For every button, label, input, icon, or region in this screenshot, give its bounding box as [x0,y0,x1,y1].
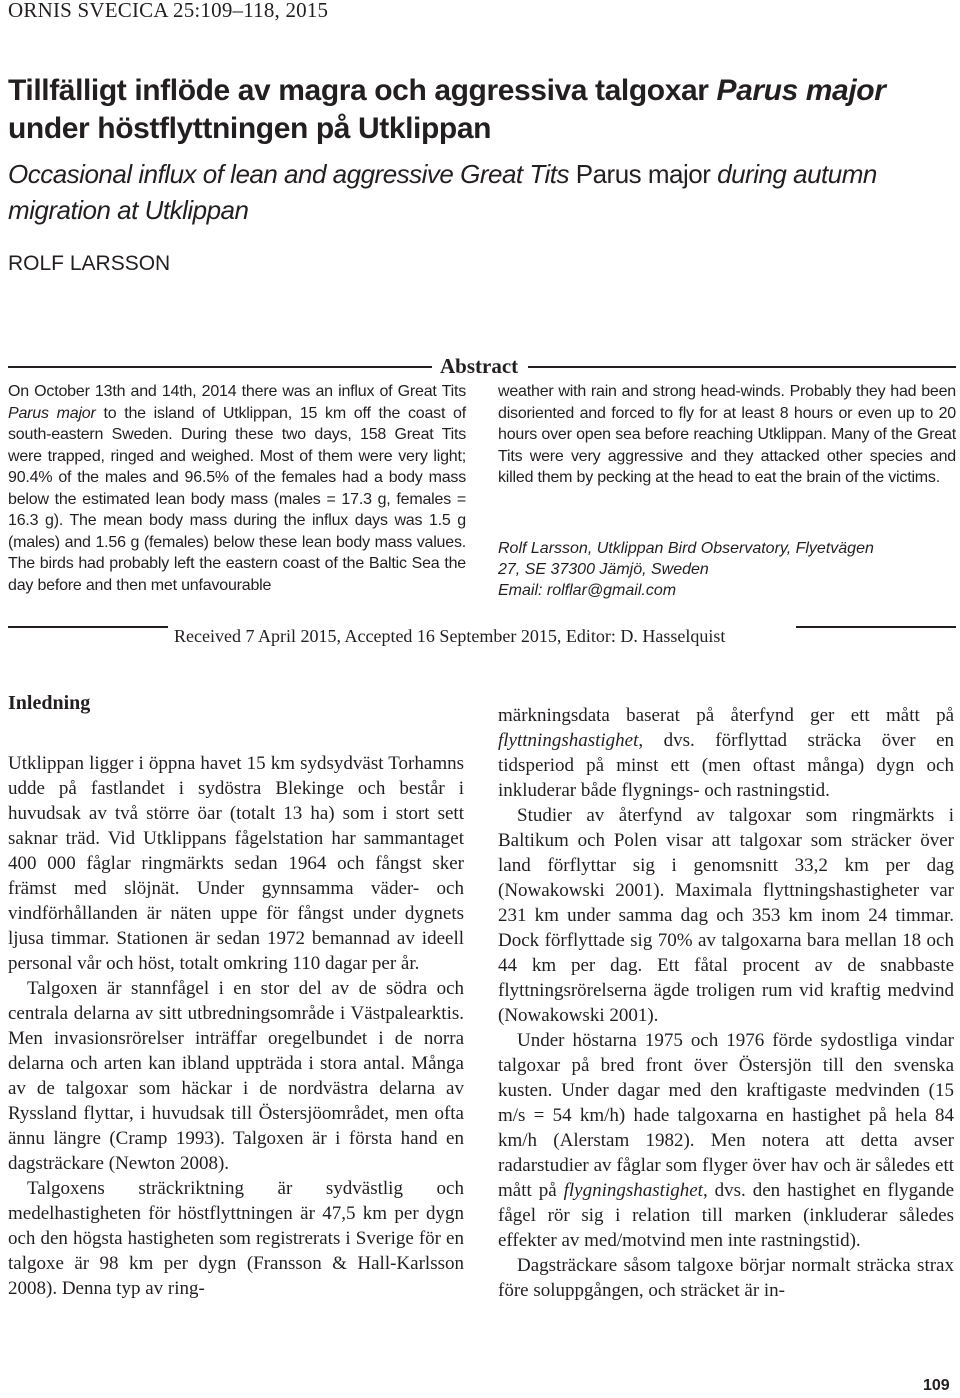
article-title [8,72,948,148]
paragraph: Talgoxen är stannfågel i en stor del av de södra och centrala delarna av sitt utbredningsområde i Västpalearktis. Men invasionsrörelser inträffar oregelbundet i de norra delarna och arten kan ibland uppträda i stora antal. Många av de talgoxar som häckar i de nordvästra delarna av Ryssland flyttar, i huvudsak till Östersjöområdet, men ofta ännu längre (Cramp 1993). Talgoxen är i första hand en dagsträckare (Newton 2008). [8,978,464,1174]
author-name: ROLF LARSSON [8,252,171,275]
received-rule-right [796,626,956,628]
title-latin-name: Parus major [716,74,886,107]
address-line-1: Rolf Larsson, Utklippan Bird Observatory, Flyetvägen [498,540,874,557]
body-column-right [498,703,954,1303]
paragraph-text: , dvs. den hastighet en flygande fågel rör sig i relation till marken (inkluderar således effekter av med/motvind men inte rastningstid). [498,1180,954,1251]
abstract-rule-left [8,366,432,368]
paragraph-text: , dvs. förflyttad sträcka över en tidsperiod på minst ett (men oftast många) dygn och inkluderar både flygnings- och rastningstid. [498,730,954,801]
subtitle-latin-name: Parus major [575,159,711,189]
abstract-column-right: weather with rain and strong head-winds. Probably they had been disoriented and forced to fly for at least 8 hours or even up to 20 hours over open sea before reaching Utklippan. Many of the Great Tits were very aggressive and they attacked other species and killed them by pecking at the head to eat the brain of the victims. [498,383,956,486]
paragraph [498,703,954,803]
paragraph: Dagsträckare såsom talgoxe börjar normalt sträcka strax före soluppgången, och sträcket är in- [498,1255,954,1301]
body-column-left [8,751,464,1301]
running-head: ORNIS SVECICA 25:109–118, 2015 [8,0,329,22]
abstract-rule-right [528,366,956,368]
author-email: Email: rolflar@gmail.com [498,582,677,599]
section-heading: Inledning [8,692,91,714]
paragraph: Talgoxens sträckriktning är sydvästlig och medelhastigheten för höstflyttningen är 47,5 km per dygn och den högsta hastigheten som registrerats i Sverige för en talgoxe är 98 km per dygn (Fransson & Hall-Karlsson 2008). Denna typ av ring- [8,1178,464,1299]
paragraph: Studier av återfynd av talgoxar som ringmärkts i Baltikum och Polen visar att talgoxar som sträcker över land förflyttar sig i genomsnitt 33,2 km per dag (Nowakowski 2001). Maximala flyttningshastigheter var 231 km under samma dag och 353 km inom 24 timmar. Dock förflyttade sig 70% av talgoxarna bara mellan 18 och 44 km per dag. Ett fåtal procent av de snabbaste flyttningsrörelserna ägde troligen rum vid kraftig medvind (Nowakowski 2001). [498,805,954,1026]
paragraph: Utklippan ligger i öppna havet 15 km sydsydväst Torhamns udde på fastlandet i sydöstra Blekinge och består i huvudsak av två större öar (totalt 13 ha) som i stort sett saknar träd. Vid Utklippans fågelstation har sammantaget 400 000 fåglar ringmärkts sedan 1964 och fångst sker främst med slöjnät. Under gynnsamma väder- och vindförhållanden är näten uppe för fångst under dygnets ljusa timmar. Stationen är sedan 1972 bemannad av ideell personal vår och höst, totalt omkring 110 dagar per år. [8,753,464,974]
abstract-text-2: to the island of Utklippan, 15 km off the coast of south-eastern Sweden. During these two days, 158 Great Tits were trapped, ringed and weighed. Most of them were very light; 90.4% of the males and 96.5% of the females had a body mass below the estimated lean body mass (males = 17.3 g, females = 16.3 g). The mean body mass during the influx days was 1.5 g (males) and 1.56 g (females) below these lean body mass values. The birds had probably left the eastern coast of the Baltic Sea the day before and then met unfavourable [8,404,466,594]
page-number: 109 [923,1377,950,1394]
author-address [498,538,958,601]
received-dates: Received 7 April 2015, Accepted 16 September 2015, Editor: D. Hasselquist [174,626,726,646]
received-rule-left [8,626,168,628]
abstract-text-1: On October 13th and 14th, 2014 there was an influx of Great Tits [8,383,466,400]
paragraph-text: märkningsdata baserat på återfynd ger ett mått på [498,705,954,726]
term-flyttningshastighet: flyttningshastighet [498,730,639,751]
paragraph [498,1028,954,1253]
subtitle-part-1: Occasional influx of lean and aggressive Great Tits [8,159,576,189]
abstract-latin-name: Parus major [8,404,96,422]
abstract-heading: Abstract [440,354,519,378]
address-line-2: 27, SE 37300 Jämjö, Sweden [498,561,709,578]
term-flygningshastighet: flygningshastighet [563,1180,703,1201]
subtitle-part-2: during autumn migration at Utklippan [8,159,877,225]
received-line [0,624,960,654]
paragraph-text: Under höstarna 1975 och 1976 förde sydostliga vindar talgoxar på bred front över Östersjön till den svenska kusten. Under dagar med den kraftigaste medvinden (15 m/s = 54 km/h) hade talgoxarna en hastighet på hela 84 km/h (Alerstam 1982). Men notera att detta avser radarstudier av fåglar som flyger över hav och är således ett mått på [498,1030,954,1201]
title-text: Tillfälligt inflöde av magra och aggressiva talgoxar [8,74,717,107]
title-text-end: under höstflyttningen på Utklippan [8,112,492,145]
abstract-column-left [8,381,466,596]
english-subtitle [8,156,948,228]
